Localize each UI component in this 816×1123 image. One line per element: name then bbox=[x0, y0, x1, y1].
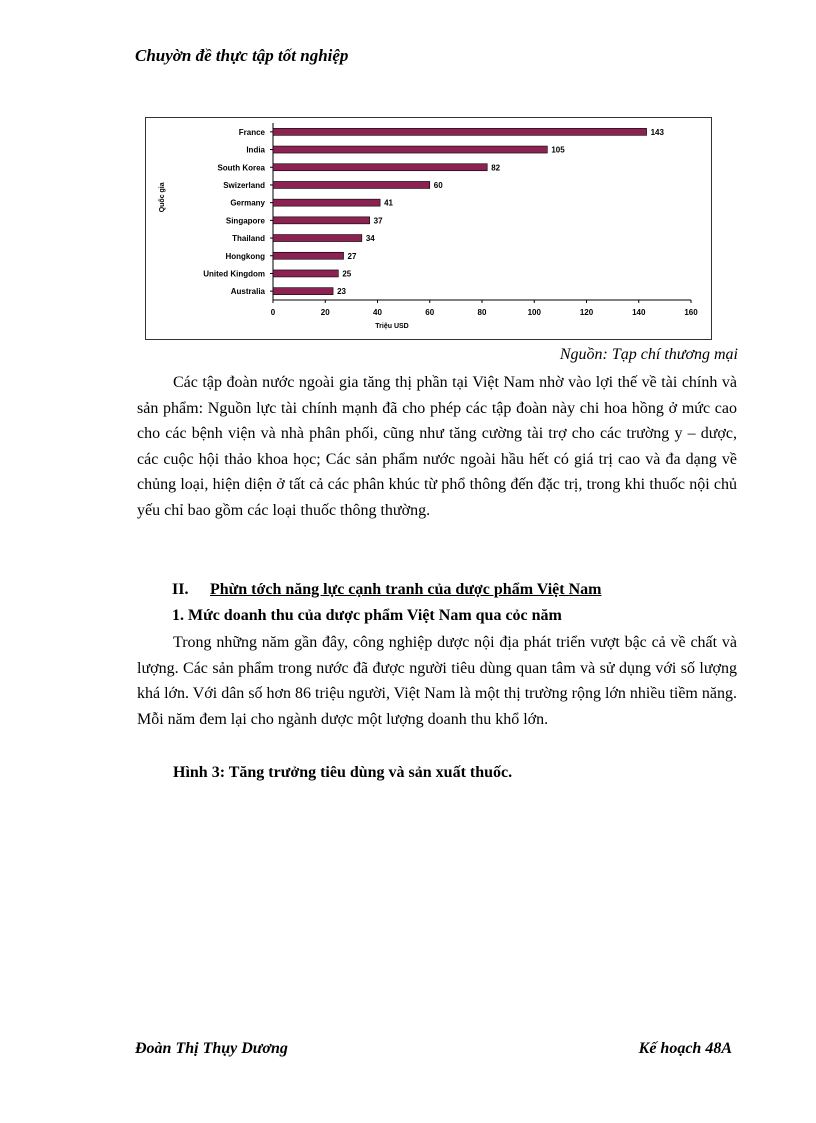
data-label: 41 bbox=[384, 198, 394, 208]
subsection-heading: 1. Mức doanh thu của dược phẩm Việt Nam qua cỏc năm bbox=[172, 607, 562, 624]
paragraph-2: Trong những năm gần đây, công nghiệp dược nội địa phát triển vượt bậc cả về chất và lượng. Các sản phẩm trong nước đã được người tiêu dùng quan tâm và sử dụng với số lượng khá lớn. Với dân số hơn 86 triệu người, Việt Nam là một thị trường rộng lớn nhiều tiềm năng. Mỗi năm đem lại cho ngành dược một lượng doanh thu khổ lớn. bbox=[137, 634, 737, 728]
bar bbox=[273, 199, 380, 206]
data-label: 25 bbox=[342, 269, 352, 279]
footer-author: Đoàn Thị Thụy Dương bbox=[135, 1040, 288, 1057]
footer-class: Kế hoạch 48A bbox=[638, 1040, 732, 1057]
bar bbox=[273, 288, 333, 295]
bar-chart bbox=[145, 117, 712, 340]
data-label: 27 bbox=[347, 251, 357, 261]
category-label: South Korea bbox=[217, 163, 265, 173]
x-tick-label: 140 bbox=[632, 308, 646, 317]
bar bbox=[273, 252, 344, 259]
section-title: Phừn tớch năng lực cạnh tranh của dược phẩm Việt Nam bbox=[210, 581, 602, 598]
category-label: Swizerland bbox=[223, 180, 265, 190]
x-tick-label: 100 bbox=[527, 308, 541, 317]
bar bbox=[273, 128, 647, 135]
category-label: United Kingdom bbox=[203, 269, 265, 279]
bar bbox=[273, 146, 547, 153]
paragraph-1: Các tập đoàn nước ngoài gia tăng thị phần tại Việt Nam nhờ vào lợi thế về tài chính và sản phẩm: Nguồn lực tài chính mạnh đã cho phép các tập đoàn này chi hoa hồng ở mức cao cho các bệnh viện và nhà phân phối, cũng như tăng cường tài trợ cho các trường y – dược, các cuộc hội thảo khoa học; Các sản phẩm nước ngoài hầu hết có giá trị cao và đa dạng về chủng loại, hiện diện ở tất cả các phân khúc từ phổ thông đến đặc trị, trong khi thuốc nội chủ yếu chỉ bao gồm các loại thuốc thông thường. bbox=[137, 374, 737, 519]
bar bbox=[273, 270, 338, 277]
section-number: II. bbox=[172, 581, 189, 598]
x-axis-title: Triệu USD bbox=[375, 323, 409, 330]
x-tick-label: 60 bbox=[425, 308, 435, 317]
data-label: 105 bbox=[551, 145, 565, 155]
x-tick-label: 40 bbox=[373, 308, 382, 317]
category-label: Hongkong bbox=[225, 251, 265, 261]
figure-caption: Hình 3: Tăng trưởng tiêu dùng và sản xuất thuốc. bbox=[173, 764, 513, 781]
category-label: Germany bbox=[230, 198, 265, 208]
category-label: Thailand bbox=[232, 234, 265, 244]
x-tick-label: 160 bbox=[684, 308, 698, 317]
section-heading bbox=[172, 581, 601, 599]
category-label: Australia bbox=[230, 287, 265, 297]
x-tick-label: 120 bbox=[579, 308, 594, 317]
category-label: India bbox=[246, 145, 265, 155]
chart-svg bbox=[146, 118, 711, 339]
x-tick-label: 20 bbox=[320, 308, 330, 317]
chart-source: Nguồn: Tạp chí thương mại bbox=[559, 346, 738, 363]
y-axis-title: Quốc gia bbox=[159, 182, 166, 213]
data-label: 60 bbox=[433, 180, 443, 190]
data-label: 37 bbox=[373, 216, 383, 226]
data-label: 23 bbox=[337, 287, 346, 297]
x-tick-label: 0 bbox=[270, 308, 276, 317]
data-label: 82 bbox=[491, 163, 501, 173]
bar bbox=[273, 164, 487, 171]
category-label: France bbox=[238, 127, 265, 137]
data-label: 34 bbox=[365, 234, 375, 244]
category-label: Singapore bbox=[225, 216, 265, 226]
page-header-title: Chuyờn đề thực tập tốt nghiệp bbox=[135, 46, 349, 65]
x-tick-label: 80 bbox=[477, 308, 487, 317]
bar bbox=[273, 217, 370, 224]
data-label: 143 bbox=[650, 127, 664, 137]
bar bbox=[273, 181, 430, 188]
bar bbox=[273, 235, 362, 242]
